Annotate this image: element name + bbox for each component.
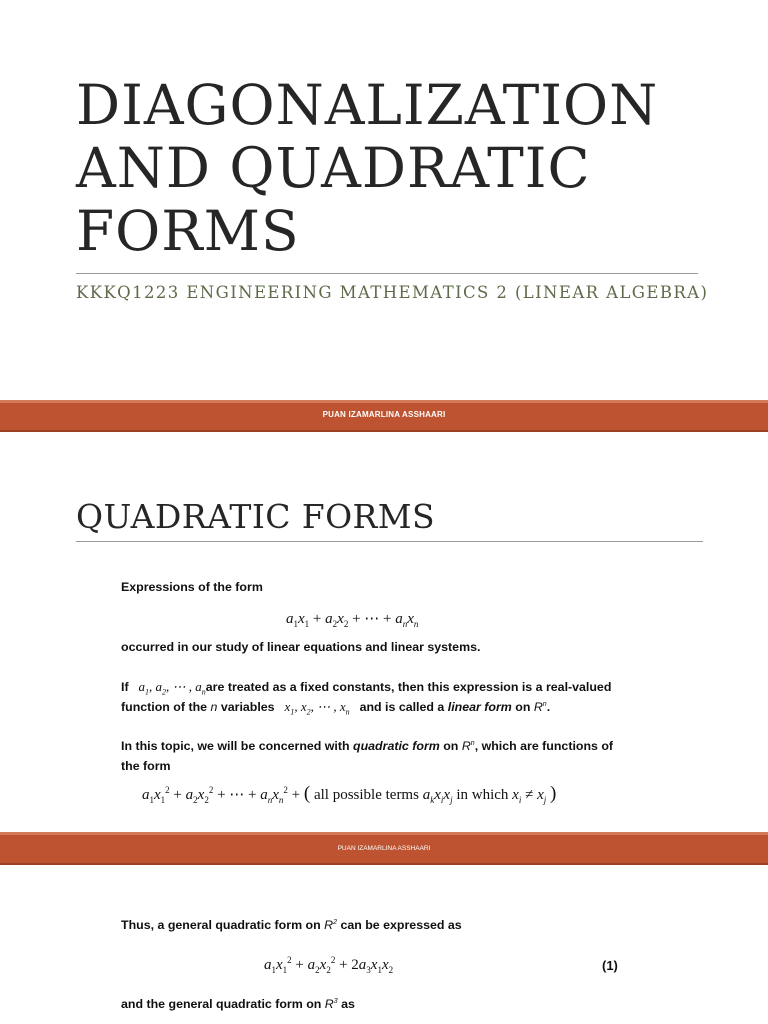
section-title: QUADRATIC FORMS <box>76 497 435 536</box>
slide-subtitle: KKKQ1223 ENGINEERING MATHEMATICS 2 (LINEAR ALGEBRA) <box>76 283 709 302</box>
quadratic-form-equation: $a_1x_1^2 + a_2x_2^2$ + ⋯ + $a_nx_n^2$ + ( all possible terms $a_kx_ix_j$ in which $x_i \ne x_j$ ) <box>142 783 557 805</box>
paragraph-general-r3: and the general quadratic form on $R^3$ as <box>121 997 355 1011</box>
footer-band <box>0 400 768 432</box>
paragraph-the-form: the form <box>121 759 171 773</box>
paragraph-expressions: Expressions of the form <box>121 580 263 594</box>
footer-band-2 <box>0 832 768 865</box>
title-line-2: AND QUADRATIC <box>76 136 591 200</box>
section-divider <box>76 541 703 542</box>
paragraph-occurred: occurred in our study of linear equations and linear systems. <box>121 640 481 654</box>
title-line-3: FORMS <box>76 199 300 263</box>
paragraph-general-r2: Thus, a general quadratic form on $R^2$ can be expressed as <box>121 918 462 932</box>
footer-author: PUAN IZAMARLINA ASSHAARI <box>322 410 446 419</box>
title-divider <box>76 273 698 274</box>
coefficients-math: $a_1$, $a_2$, ⋯ , $a_n$ <box>132 679 206 697</box>
title-line-1: DIAGONALIZATION <box>76 73 659 137</box>
equation-number: (1) <box>602 958 618 973</box>
paragraph-concerned: In this topic, we will be concerned with quadratic form on $R^n$, which are functions of <box>121 739 614 753</box>
variables-math: $x_1$, $x_2$, ⋯ , $x_n$ <box>278 699 350 717</box>
paragraph-function: function of the n variables $x_1$, $x_2$, ⋯ , $x_n$ and is called a linear form on $R^n$. <box>121 699 551 717</box>
linear-form-equation: $a_1x_1 + a_2x_2$ + ⋯ + $a_nx_n$ <box>286 611 419 629</box>
footer-author-2: PUAN IZAMARLINA ASSHAARI <box>337 845 431 852</box>
quadratic-form-r2-equation: $a_1x_1^2 + a_2x_2^2 + 2a_3x_1x_2$ <box>264 955 394 975</box>
slide-title <box>76 74 716 263</box>
paragraph-if: If $a_1$, $a_2$, ⋯ , $a_nare$ treated as a fixed constants, then this expression is a real-valued <box>121 679 612 697</box>
